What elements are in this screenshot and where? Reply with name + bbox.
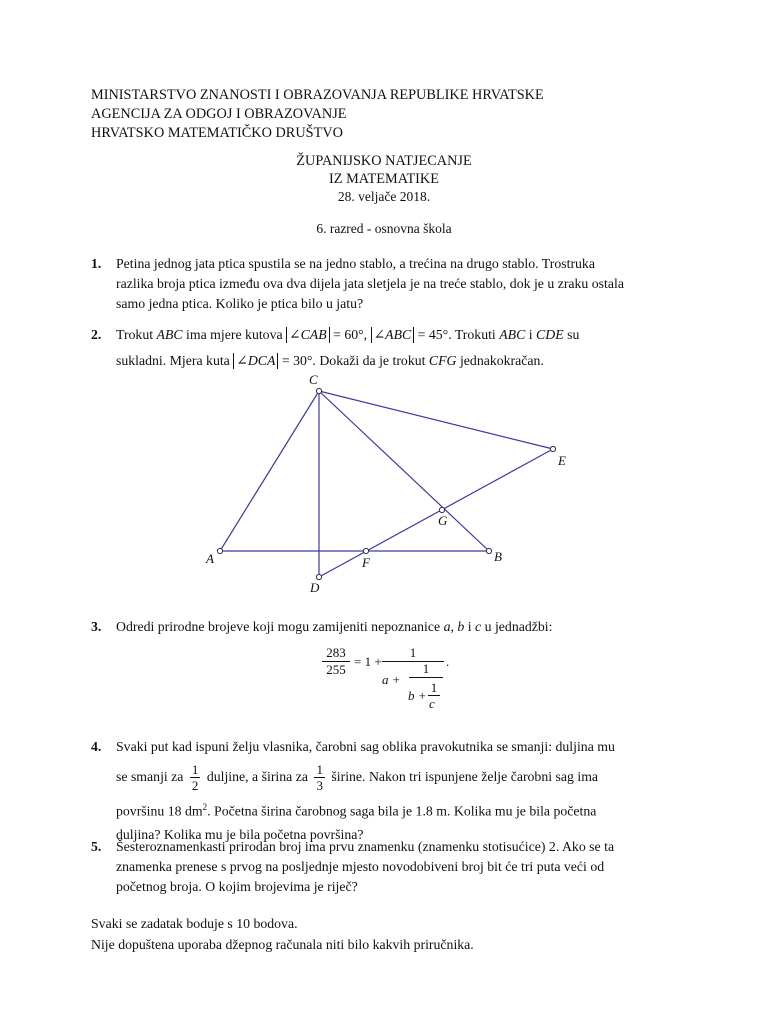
fraction-third xyxy=(314,762,325,793)
text-run: Trokuti xyxy=(454,327,496,342)
math-var: CFG xyxy=(428,353,457,368)
point-e xyxy=(550,446,555,451)
problem-number: 5. xyxy=(91,839,102,854)
text-run: su xyxy=(567,327,580,342)
point-g xyxy=(439,507,444,512)
numerator-one: 1 xyxy=(428,680,440,696)
text-run: u jednadžbi: xyxy=(484,619,553,634)
calculator-note: Nije dopuštena uporaba džepnog računala niti bilo kakvih priručnika. xyxy=(91,937,474,952)
period: . xyxy=(446,654,450,669)
grade-level: 6. razred - osnovna škola xyxy=(316,221,452,236)
problem-line: samo jedna ptica. Koliko je ptica bilo u jatu? xyxy=(116,296,364,311)
text-run: površinu 18 dm xyxy=(116,803,203,819)
text-run: se smanji za xyxy=(116,769,184,784)
angle-value: = 45°. xyxy=(417,327,452,342)
point-c xyxy=(316,388,321,393)
lhs-fraction xyxy=(322,645,350,678)
problem-line: početnog broja. O kojim brojevima je riječ? xyxy=(116,879,358,894)
fraction-half xyxy=(190,762,201,793)
text-run: širine. Nakon tri ispunjene želje čarobni sag ima xyxy=(331,769,599,784)
text-run: Odredi prirodne brojeve koji mogu zamijeniti nepoznanice xyxy=(116,619,441,634)
angle-abc: ∠ABC xyxy=(371,327,415,343)
competition-date: 28. veljače 2018. xyxy=(337,189,431,204)
segment-de xyxy=(319,449,553,577)
a-plus: a + xyxy=(382,672,401,687)
problem-line: duljina? Kolika mu je bila početna površina? xyxy=(116,826,364,842)
problem-line: Petina jednog jata ptica spustila se na jedno stablo, a trećina na drugo stablo. Trostruka xyxy=(116,256,595,271)
header-line-agency: AGENCIJA ZA ODGOJ I OBRAZOVANJE xyxy=(91,106,347,122)
text-run: jednakokračan. xyxy=(459,353,544,368)
math-var: a xyxy=(443,619,451,634)
math-var: c xyxy=(475,619,482,634)
problem-line: Svaki put kad ispuni želju vlasnika, čarobni sag oblika pravokutnika se smanji: duljina mu xyxy=(116,739,615,754)
segment-cb xyxy=(319,391,489,551)
title-line-2: IZ MATEMATIKE xyxy=(329,171,439,187)
angle-dca: ∠DCA xyxy=(233,353,278,369)
problem-number: 4. xyxy=(91,739,102,754)
equals-one-plus: = 1 + xyxy=(354,654,382,669)
text-run: Trokut xyxy=(116,327,154,342)
point-f xyxy=(363,548,368,553)
denominator: 2 xyxy=(191,778,199,794)
problem-line: znamenka prenese s prvog na posljednje mjesto novodobiveni broj bit će tri puta veći od xyxy=(116,859,605,874)
text-run: duljine, a širina za xyxy=(206,769,308,784)
label-g: G xyxy=(438,513,448,528)
text-run: Dokaži da je trokut xyxy=(319,353,426,368)
problem-text xyxy=(116,837,681,897)
scoring-note: Svaki se zadatak boduje s 10 bodova. xyxy=(91,916,298,931)
continued-fraction-equation xyxy=(322,643,462,721)
problem-line: razlika broja ptica između ova dva dijela jata sletjela je na treće stablo, dok je u zraku ostala xyxy=(116,276,624,291)
lhs-denominator: 255 xyxy=(326,662,346,677)
problem-number: 1. xyxy=(91,256,102,271)
label-c: C xyxy=(309,372,318,387)
lhs-numerator: 283 xyxy=(322,645,350,662)
problem-number: 2. xyxy=(91,327,102,342)
superscript: 2 xyxy=(202,802,208,812)
math-var: ABC xyxy=(156,327,183,342)
label-d: D xyxy=(310,580,320,595)
numerator: 1 xyxy=(191,762,199,778)
point-d xyxy=(316,574,321,579)
math-var: ABC xyxy=(499,327,526,342)
text-run: sukladni. Mjera kuta xyxy=(116,353,230,368)
numerator: 1 xyxy=(316,762,323,778)
problem-3 xyxy=(91,617,681,637)
text-run: i xyxy=(467,619,472,634)
angle-cab: ∠CAB xyxy=(286,327,330,343)
segment-ac xyxy=(220,391,319,551)
problem-line: Šesteroznamenkasti prirodan broj ima prvu znamenku (znamenku stotisućice) 2. Ako se ta xyxy=(116,839,615,854)
header-line-ministry: MINISTARSTVO ZNANOSTI I OBRAZOVANJA REPUBLIKE HRVATSKE xyxy=(91,87,544,103)
title-line-1: ŽUPANIJSKO NATJECANJE xyxy=(296,153,472,169)
numerator-one: 1 xyxy=(382,645,444,662)
problem-number: 3. xyxy=(91,619,102,634)
label-e: E xyxy=(558,453,566,468)
problem-text xyxy=(116,617,681,637)
text-run: i xyxy=(528,327,533,342)
numerator-one: 1 xyxy=(409,661,443,678)
segment-ce xyxy=(319,391,553,449)
point-a xyxy=(217,548,222,553)
denominator: 3 xyxy=(316,778,323,794)
c-denominator: c xyxy=(429,696,435,711)
problem-5 xyxy=(91,837,681,897)
problem-line xyxy=(116,617,681,637)
math-var: b xyxy=(457,619,465,634)
problem-text xyxy=(116,735,681,846)
point-b xyxy=(486,548,491,553)
problem-line xyxy=(116,758,681,796)
text-run: . Početna širina čarobnog saga bila je 1.8 m. Kolika mu je bila početna xyxy=(207,803,597,819)
label-f: F xyxy=(362,555,370,570)
label-a: A xyxy=(206,551,214,566)
problem-4 xyxy=(91,735,681,846)
b-plus: b + xyxy=(408,688,427,703)
math-var: CDE xyxy=(536,327,564,342)
label-b: B xyxy=(494,549,502,564)
problem-line xyxy=(116,796,681,823)
angle-value: = 30°. xyxy=(281,353,316,368)
text-run: , xyxy=(450,619,454,634)
text-run: ima mjere kutova xyxy=(186,327,283,342)
footer-notes xyxy=(91,913,474,955)
angle-value: = 60°, xyxy=(333,327,368,342)
header-line-society: HRVATSKO MATEMATIČKO DRUŠTVO xyxy=(91,125,343,141)
